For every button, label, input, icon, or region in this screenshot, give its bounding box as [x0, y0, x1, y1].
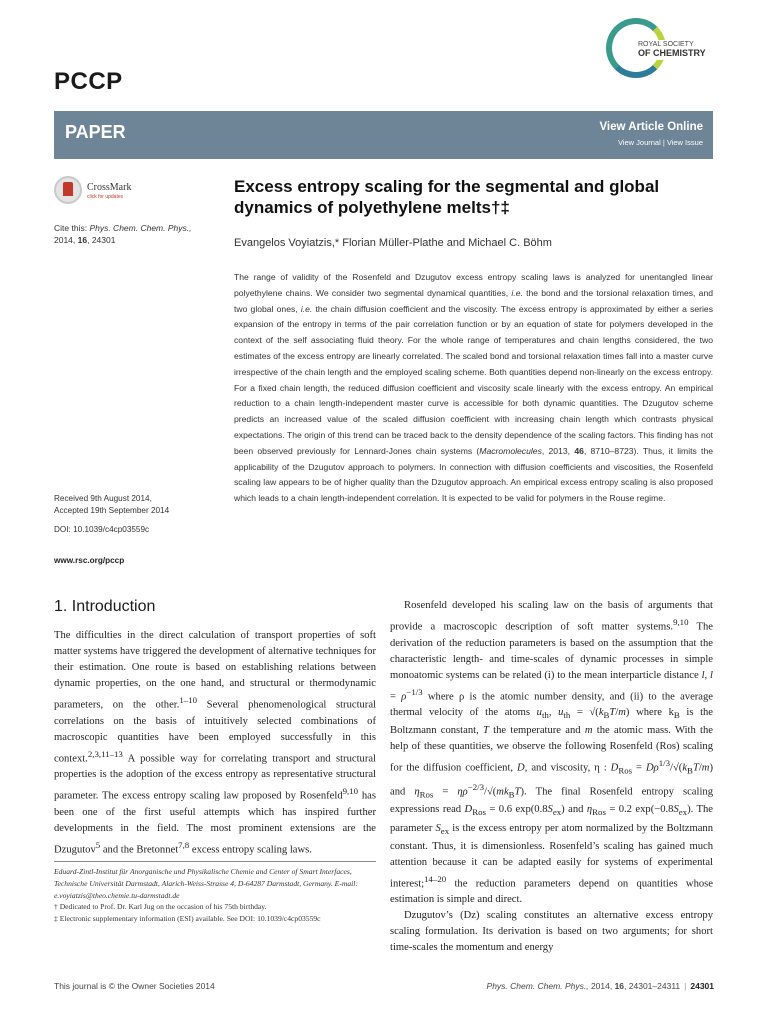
body-text: is the excess entropy per atom normalized by the Boltzmann constant. Thus, it is dimensionless. Rosenfeld’s scaling has gained much attention because it can be adapted easily for systems of experimental interest;: [390, 822, 713, 890]
footer-year: 2014,: [588, 981, 615, 991]
cite-label: Cite this:: [54, 223, 90, 233]
body-text: . The final Rosenfeld entropy scaling expressions read: [390, 786, 713, 816]
abstract: [234, 270, 713, 507]
math: k: [682, 762, 688, 774]
math: B: [603, 710, 610, 721]
body-column-left: [54, 628, 376, 858]
math: Dρ: [646, 762, 659, 774]
footer-citation: [487, 981, 714, 991]
math: ex: [678, 807, 688, 818]
body-column-right: [390, 598, 713, 956]
math: T: [514, 786, 521, 798]
abstract-text: The range of validity of the Rosenfeld and Dzugutov excess entropy scaling laws is analyzed for unentangled linear polyethylene chains. We consider two segmental dynamical quantities,: [234, 272, 713, 298]
math: Ros: [419, 789, 434, 800]
footer-range: , 24301–24311: [624, 981, 681, 991]
section-heading: 1. Introduction: [54, 598, 156, 615]
math: l: [701, 669, 705, 681]
view-journal-issue-links[interactable]: View Journal | View Issue: [617, 138, 703, 147]
accepted-date: Accepted 19th September 2014: [54, 506, 170, 515]
body-text: the atomic mass. With the help of these quantities, we observe the following Rosenfeld (Ros) scaling for the diffusion coefficient,: [390, 725, 713, 774]
math: l: [710, 669, 713, 681]
footnote-divider: [54, 861, 376, 862]
body-text: The derivation of the reduction parameters is based on the assumption that the characteristic length- and time-scales of dynamic processes in simple monoatomic systems can be related (i) to the mean interparticle distance: [390, 621, 713, 681]
abstract-ie: i.e.: [300, 303, 313, 314]
paragraph: Rosenfeld developed his scaling law on the basis of arguments that provide a macroscopic description of soft matter systems.$^{9,10}$ The derivation of the reduction parameters is based on the assumption that the characteristic length- and time-scales of dynamic processes in simple monoatomic systems can be related (i) to the mean interparticle distance l, $l = \rho^{-1/3}$ where ρ is the atomic number density, and (ii) to the average thermal velocity of the atoms $u_{th}$, $u_{th} = √(k_BT/m)$ where $k_B$ is the Boltzmann constant, T the temperature and m the atomic mass. With the help of these quantities, we observe the following Rosenfeld (Ros) scaling for the diffusion coefficient, D, and viscosity, η : $D_{Ros} = D\rho^{1/3}/√(k_BT/m)$ and $\eta_{Ros} = \eta\rho^{-2/3}/√(mk_BT)$. The final Rosenfeld entropy scaling expressions read $D_{Ros} = 0.6$ $\exp(0.8S_{ex})$ and $\eta_{Ros} = 0.2$ $\exp(-0.8S_{ex})$. The parameter $S_{ex}$ is the excess entropy per atom normalized by the Boltzmann constant. Thus, it is dimensionless. Rosenfeld’s scaling has gained much attention because it can be adapted easily for systems of experimental interest;$^{14-20}$ the reduction parameters depend on quantities whose estimation is simple and direct.: [390, 600, 714, 906]
math: m: [618, 707, 626, 719]
math: m: [701, 762, 710, 774]
footer-volume: 16: [614, 981, 625, 991]
authors: Evangelos Voyiatzis,* Florian Müller-Plathe and Michael C. Böhm: [234, 237, 552, 249]
footnote-dagger: † Dedicated to Prof. Dr. Karl Jug on the occasion of his 75th birthday.: [54, 902, 267, 912]
body-text: The difficulties in the direct calculation of transport properties of soft matter systems have triggered the development of alternative techniques for their estimation. One route is based on establishing relations between dynamic properties, on the one hand, and structural or thermodynamic parameters, on the other.: [54, 630, 376, 711]
rsc-logo-text: [636, 40, 708, 60]
math: m: [584, 725, 593, 737]
affiliation: Eduard-Zintl-Institut für Anorganische und Physikalische Chemie and Center of Smart Interfaces, Technische Universität Darmstadt, Alarich-Weiss-Strasse 4, D-64287 Darmstadt, Germany. E-mail: e.voyiatzis@theo.chemie.tu-darmstadt.de: [54, 867, 358, 900]
view-article-online-link[interactable]: View Article Online: [599, 121, 703, 133]
body-text: ,: [704, 669, 711, 681]
cite-volume: 16: [77, 235, 88, 245]
abstract-ref-journal: Macromolecules: [479, 445, 542, 456]
body-text: the reduction parameters depend on quantities whose estimation is simple and direct.: [390, 878, 713, 906]
ref[interactable]: 14–20: [424, 873, 447, 884]
abstract-text: ). Thus, it limits the applicability of the Dzugutov approach to polymers. In connection with diffusion coefficients and viscosities, the Rosenfeld scaling law appears to be of higher quality than the Dzugutov approach. An empirical excess entropy scaling is also proposed which leads to a chain length-independent correlation. It is expected to be valid for polymers in the Rouse regime.: [234, 445, 714, 504]
ref[interactable]: 9,10: [673, 617, 689, 627]
body-text: where k: [629, 707, 674, 719]
abstract-ie: i.e.: [511, 287, 523, 298]
ref[interactable]: 9,10: [342, 786, 359, 797]
article-banner: [54, 111, 713, 159]
math: Ros: [592, 807, 606, 818]
body-text: A possible way for correlating transport and structural properties is the adoption of the excess entropy as representative structural parameter. The excess entropy scaling law proposed by Rosenfeld: [54, 753, 376, 802]
footer-copyright: This journal is © the Owner Societies 2014: [54, 981, 215, 991]
footnotes: [54, 866, 376, 925]
math: B: [508, 789, 515, 800]
math: D: [464, 804, 473, 816]
math: S: [547, 804, 553, 816]
body-text: . The parameter: [390, 804, 714, 834]
crossmark-sub: click for updates: [87, 194, 124, 200]
ref[interactable]: 2,3,11–13: [87, 748, 123, 759]
math: T: [483, 725, 489, 737]
math: th: [563, 710, 571, 721]
doi[interactable]: DOI: 10.1039/c4cp03559c: [54, 525, 150, 534]
ref[interactable]: 7,8: [178, 839, 190, 850]
cite-pages: , 24301: [87, 235, 116, 245]
body-text: and: [564, 804, 587, 816]
received-dates: [54, 493, 219, 517]
body-text: has been one of the first useful attempts which has inspired further developments in the field. The most prominent extensions are the Dzugutov: [54, 790, 376, 856]
paragraph: Dzugutov’s (Dz) scaling constitutes an alternative excess entropy scaling formulation. Its derivation is based on two arguments; for short time-scales the momentum and energy: [390, 910, 713, 954]
math: th: [541, 710, 549, 721]
math: mk: [496, 786, 509, 798]
ref[interactable]: 1–10: [179, 695, 198, 705]
math: η: [414, 786, 420, 798]
abstract-ref-year: , 2013,: [541, 445, 575, 456]
math: S: [435, 822, 441, 834]
math: ex: [440, 825, 450, 836]
body-text: the temperature and: [488, 725, 585, 737]
crossmark-icon: [54, 176, 82, 204]
math: ηρ: [457, 786, 468, 798]
crossmark-badge[interactable]: [54, 176, 144, 206]
citation: [54, 222, 204, 246]
abstract-text: the chain diffusion coefficient and the viscosity. The excess entropy is approximated by either a series expansion of the entropy in terms of the pair correlation function or by an equation of state for polymers developed in the context of the self associating fluid theory. For the whole range of temperatures and chain lengths considered, the two estimates of the excess entropy are linearly correlated. The scaled bond and torsional relaxation times fall into a master curve irrespective of the chain length and the employed scaling scheme. Both quantities depend non-linearly on the excess entropy. For a fixed chain length, the reduced diffusion coefficient and viscosity scale linearly with the excess entropy. An empirical reduction to a chain length-independent master curve is accessible for both dynamic quantities. The Dzugutov scheme predicts an increased value of the scaled diffusion coefficient with increasing chain length which contrasts physical expectations. The origin of this trend can be traced back to the density dependence of the scaling factors. This finding has not been observed previously for Lennard-Jones chain systems (: [234, 303, 713, 456]
math: −1/3: [406, 686, 423, 697]
body-text: and the Bretonnet: [100, 844, 179, 856]
math: T: [692, 762, 699, 774]
received-date: Received 9th August 2014,: [54, 494, 152, 503]
cite-year: 2014,: [54, 235, 78, 245]
journal-name: PCCP: [54, 68, 123, 95]
abstract-ref-volume: 46: [574, 445, 584, 456]
body-text: is the Boltzmann constant,: [390, 707, 714, 737]
math: Ros: [472, 807, 486, 818]
website-link[interactable]: www.rsc.org/pccp: [54, 556, 125, 565]
publisher-line1: ROYAL SOCIETY: [638, 41, 694, 48]
article-title: Excess entropy scaling for the segmental and global dynamics of polyethylene melts†‡: [234, 177, 660, 217]
rsc-logo: [606, 18, 716, 80]
math: η: [586, 804, 593, 816]
math: T: [609, 707, 616, 719]
math: S: [673, 804, 679, 816]
abstract-ref-pages: , 8710–8723: [583, 445, 634, 456]
math: u: [558, 707, 564, 719]
cite-journal: Phys. Chem. Chem. Phys.,: [89, 223, 192, 233]
footer-journal: Phys. Chem. Chem. Phys.,: [486, 981, 589, 991]
math: D: [517, 762, 525, 774]
math: 1/3: [658, 758, 671, 769]
footnote-esi: ‡ Electronic supplementary information (ESI) available. See DOI: 10.1039/c4cp03559c: [54, 914, 321, 924]
footer-separator: |: [684, 981, 687, 991]
ref[interactable]: 5: [95, 839, 101, 850]
math: Ros: [618, 765, 633, 776]
math: u: [536, 707, 542, 719]
body-text: excess entropy scaling laws.: [189, 844, 312, 856]
math: −2/3: [467, 781, 484, 792]
page-number: 24301: [690, 981, 714, 991]
math: B: [673, 710, 680, 721]
math: ρ: [401, 691, 407, 703]
math: ex: [552, 807, 562, 818]
body-text: Several phenomenological structural correlations on the basis of intuitively selected combinations of macroscopic quantities have been employed successfully in this context.: [54, 699, 376, 765]
body-text: where ρ is the atomic number density, and (ii) to the average thermal velocity of the atoms: [390, 691, 714, 719]
body-text: , and viscosity, η :: [524, 762, 611, 774]
body-text: and: [390, 786, 415, 798]
publisher-line2: OF CHEMISTRY: [638, 48, 706, 58]
math: D: [610, 762, 619, 774]
math: k: [598, 707, 604, 719]
article-type: PAPER: [65, 122, 126, 142]
crossmark-name: CrossMark: [87, 182, 132, 193]
math: B: [687, 765, 693, 776]
abstract-text: the bond and the torsional relaxation times, and two global ones,: [234, 287, 713, 314]
body-text: Rosenfeld developed his scaling law on the basis of arguments that provide a macroscopic description of soft matter systems.: [390, 600, 713, 633]
